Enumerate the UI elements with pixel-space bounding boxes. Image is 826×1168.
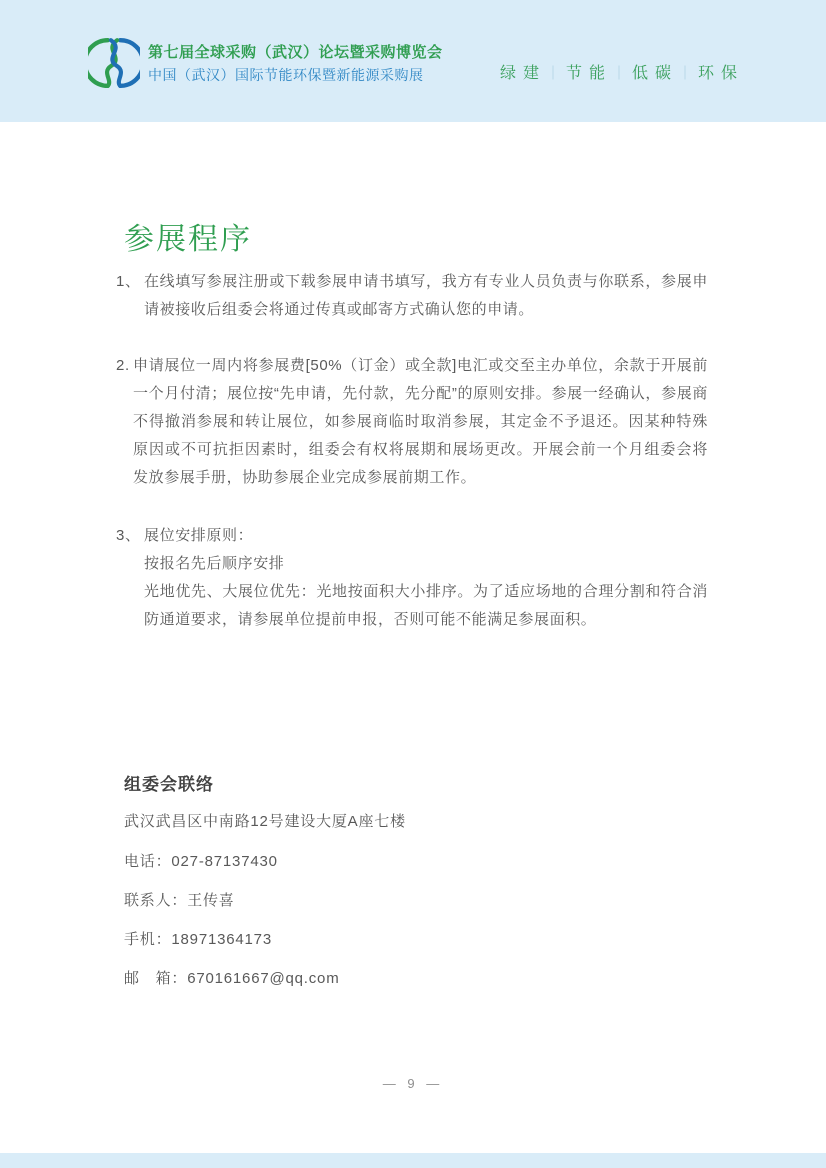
list-item-2-text: 申请展位一周内将参展费[50%（订金）或全款]电汇或交至主办单位，余款于开展前一个月付清；展位按“先申请，先付款，先分配”的原则安排。参展一经确认，参展商不得撤消参展和转让展位，如参展商临时取消参展，其定金不予退还。因某种特殊原因或不可抗拒因素时，组委会有权将展期和展场更改。开展会前一个月组委会将发放参展手册，协助参展企业完成参展前期工作。: [133, 357, 708, 486]
expo-logo-icon: [88, 36, 140, 90]
list-item-3-subline-2: 光地优先、大展位优先：光地按面积大小排序。为了适应场地的合理分割和符合消防通道要求，请参展单位提前申报，否则可能不能满足参展面积。: [144, 583, 708, 628]
page-title: 参展程序: [124, 223, 252, 256]
contact-heading: 组委会联络: [124, 775, 214, 794]
brand-title-line2: 中国（武汉）国际节能环保暨新能源采购展: [148, 67, 424, 83]
contact-phone: 电话：027-87137430: [124, 853, 278, 870]
tag-separator: ｜: [611, 65, 626, 81]
list-item-1-text: 在线填写参展注册或下载参展申请书填写，我方有专业人员负责与你联系，参展申请被接收后组委会将通过传真或邮寄方式确认您的申请。: [144, 273, 708, 318]
list-item-3-number: 3、: [116, 527, 141, 544]
list-item-2: [116, 352, 708, 492]
header-tags: [500, 60, 744, 83]
contact-mobile: 手机：18971364173: [124, 931, 272, 948]
list-item-1: [116, 268, 708, 324]
tag-environmental: 环保: [697, 65, 744, 82]
tag-energy-saving: 节能: [565, 65, 612, 82]
contact-email: 邮 箱：670161667@qq.com: [124, 970, 340, 987]
list-item-2-number: 2.: [116, 357, 130, 374]
brand-titles: [148, 45, 443, 82]
list-item-3: [116, 522, 708, 634]
page-number: — 9 —: [382, 1076, 444, 1091]
tag-separator: ｜: [545, 65, 560, 81]
list-item-3-text: 展位安排原则：: [144, 527, 254, 544]
contact-person: 联系人：王传喜: [124, 892, 235, 909]
list-item-3-subline-1: 按报名先后顺序安排: [144, 555, 285, 572]
brand-title-line1: 第七届全球采购（武汉）论坛暨采购博览会: [148, 44, 443, 61]
list-item-1-number: 1、: [116, 273, 141, 290]
contact-address: 武汉武昌区中南路12号建设大厦A座七楼: [124, 813, 406, 830]
header-band: [0, 0, 826, 122]
footer-band: [0, 1153, 826, 1168]
tag-separator: ｜: [677, 65, 692, 81]
tag-green-building: 绿建: [499, 65, 546, 82]
tag-low-carbon: 低碳: [631, 65, 678, 82]
